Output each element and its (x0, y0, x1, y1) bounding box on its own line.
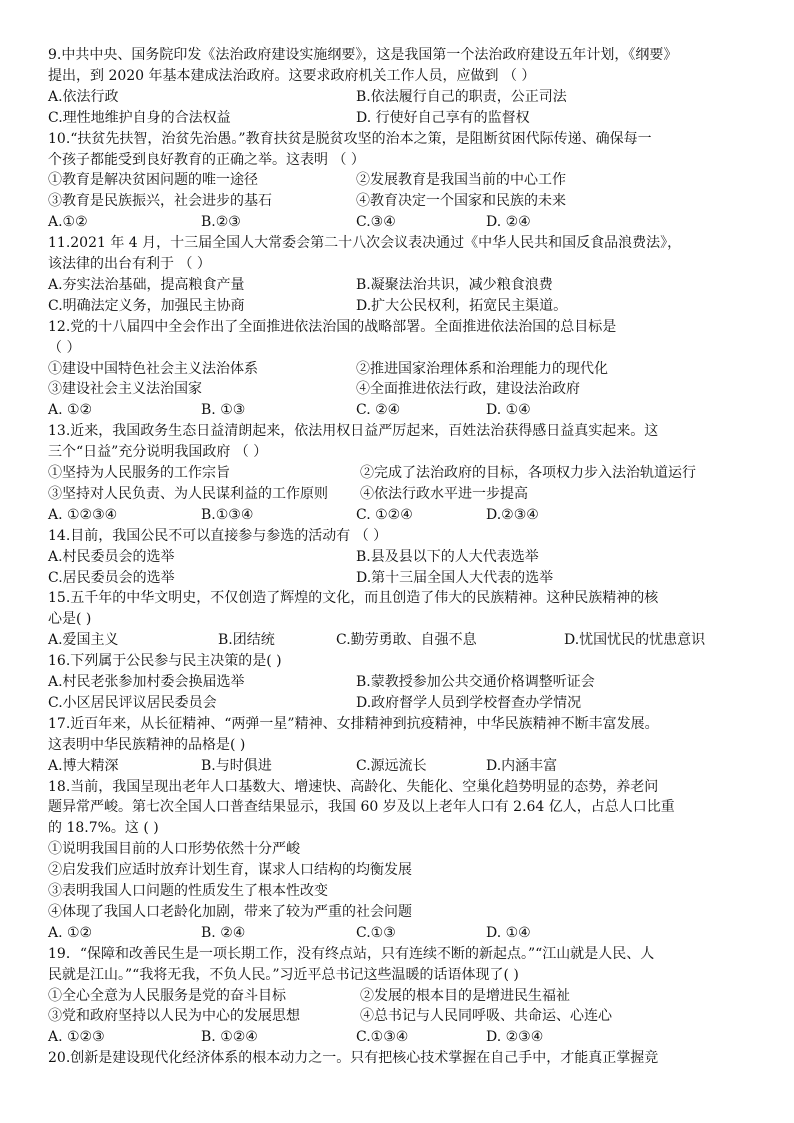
answer-option: B.依法履行自己的职责，公正司法 (356, 88, 567, 105)
question-stem-line: 心是( ) (48, 611, 92, 628)
question-stem-line: 9.中共中央、国务院印发《法治政府建设实施纲要》，这是我国第一个法治政府建设五年计划，《纲要》 (48, 47, 678, 63)
answer-option: C.③④ (356, 214, 396, 231)
question-stem-line: 11.2021 年 4 月，十三届全国人大常委会第二十八次会议表决通过《中华人民共和国反食品浪费法》， (48, 235, 682, 252)
question-stem-line: 15.五千年的中华文明史，不仅创造了辉煌的文化，而且创造了伟大的民族精神。这种民族精神的核 (48, 590, 659, 607)
answer-option: C.①③④ (356, 1029, 409, 1046)
answer-option: ①建设中国特色社会主义法治体系 (48, 360, 258, 377)
answer-option: D. ①④ (486, 402, 531, 419)
answer-option: ③建设社会主义法治国家 (48, 381, 202, 398)
answer-option: D. ②④ (486, 214, 531, 231)
answer-option: ④体现了我国人口老龄化加剧，带来了较为严重的社会问题 (48, 903, 412, 920)
answer-option: C.居民委员会的选举 (48, 569, 175, 586)
answer-option: D. 行使好自己享有的监督权 (356, 109, 530, 126)
question-stem-line: 题异常严峻。第七次全国人口普查结果显示，我国 60 岁及以上老年人口有 2.64 亿人，占总人口比重 (48, 799, 675, 816)
answer-option: A.依法行政 (48, 88, 119, 105)
answer-option: ③党和政府坚持以人民为中心的发展思想 (48, 1008, 300, 1025)
answer-option: D.政府督学人员到学校督查办学情况 (356, 694, 582, 711)
question-stem-line: 的 18.7%。这 ( ) (48, 820, 159, 837)
answer-option: C.明确法定义务，加强民主协商 (48, 297, 245, 314)
question-stem-line: 18.当前，我国呈现出老年人口基数大、增速快、高龄化、失能化、空巢化趋势明显的态势，养老问 (48, 778, 659, 795)
answer-option: ③教育是民族振兴，社会进步的基石 (48, 193, 272, 210)
answer-option: ②启发我们应适时放弃计划生育，谋求人口结构的均衡发展 (48, 862, 412, 879)
answer-option: C.勤劳勇敢、自强不息 (336, 632, 477, 649)
answer-option: B. ②④ (201, 924, 246, 941)
question-stem-line: 这表明中华民族精神的品格是( ) (48, 736, 246, 753)
answer-option: ①教育是解决贫困问题的唯一途径 (48, 172, 258, 189)
answer-option: A. ①② (48, 402, 93, 419)
answer-option: D.②③④ (486, 506, 539, 523)
answer-option: ③坚持对人民负责、为人民谋利益的工作原则 (48, 485, 328, 502)
question-stem-line: 19．“保障和改善民生是一项长期工作，没有终点站，只有连续不断的新起点。”“江山就是人民、人 (48, 945, 655, 962)
question-stem-line: 三个“日益”充分说明我国政府 （ ） (48, 444, 268, 461)
answer-option: D. ①④ (486, 924, 531, 941)
answer-option: B.②③ (201, 214, 241, 231)
answer-option: ②发展教育是我国当前的中心工作 (356, 172, 566, 189)
answer-option: C.源远流长 (356, 757, 427, 774)
answer-option: ②发展的根本目的是增进民生福祉 (360, 987, 570, 1004)
answer-option: B.团结统 (218, 632, 275, 649)
answer-option: A. ①② (48, 924, 93, 941)
answer-option: C. ①②④ (356, 506, 413, 523)
question-stem-line: 提出，到 2020 年基本建成法治政府。这要求政府机关工作人员，应做到 （ ） (48, 67, 536, 84)
question-stem-line: 12.党的十八届四中全会作出了全面推进依法治国的战略部署。全面推进依法治国的总目标是 (48, 318, 617, 335)
question-stem-line: 个孩子都能受到良好教育的正确之举。这表明 （ ） (48, 151, 365, 168)
question-stem-line: 14.目前，我国公民不可以直接参与参选的活动有 （ ） (48, 527, 388, 544)
answer-option: ①全心全意为人民服务是党的奋斗目标 (48, 987, 286, 1004)
question-stem-line: 17.近百年来，从长征精神、“两弹一星”精神、女排精神到抗疫精神，中华民族精神不断丰富发展。 (48, 715, 659, 732)
answer-option: C. ②④ (356, 402, 401, 419)
answer-option: C.小区居民评议居民委员会 (48, 694, 217, 711)
question-stem-line: 20.创新是建设现代化经济体系的根本动力之一。只有把核心技术掌握在自己手中，才能真正掌握竞 (48, 1050, 659, 1067)
answer-option: A.爱国主义 (48, 632, 119, 649)
answer-option: A.①② (48, 214, 88, 231)
answer-option: A.博大精深 (48, 757, 119, 774)
question-stem-line: 10.“扶贫先扶智，治贫先治愚。”教育扶贫是脱贫攻坚的治本之策，是阻断贫困代际传递、确保每一 (48, 130, 652, 147)
answer-option: B.凝聚法治共识，减少粮食浪费 (356, 276, 553, 293)
answer-option: A.村民老张参加村委会换届选举 (48, 674, 245, 690)
answer-option: B.与时俱进 (201, 757, 272, 774)
answer-option: ③表明我国人口问题的性质发生了根本性改变 (48, 883, 328, 899)
answer-option: D.忧国忧民的忧患意识 (564, 632, 706, 649)
answer-option: D.第十三届全国人大代表的选举 (356, 569, 554, 586)
question-stem-line: 该法律的出台有利于 （ ） (48, 256, 211, 272)
answer-option: D.内涵丰富 (486, 757, 558, 774)
answer-option: A. ①②③ (48, 1029, 105, 1046)
answer-option: D. ②③④ (486, 1029, 544, 1046)
question-stem-line: 16.下列属于公民参与民主决策的是( ) (48, 653, 282, 670)
answer-option: B.①③④ (201, 506, 254, 523)
answer-option: D.扩大公民权利，拓宽民主渠道。 (356, 297, 568, 314)
answer-option: C.理性地维护自身的合法权益 (48, 109, 231, 126)
answer-option: B. ①②④ (201, 1029, 258, 1046)
answer-option: A.夯实法治基础，提高粮食产量 (48, 276, 245, 293)
answer-option: C.①③ (356, 924, 396, 941)
answer-option: B. ①③ (201, 402, 246, 419)
question-stem-line: 13.近来，我国政务生态日益清朗起来，依法用权日益严厉起来，百姓法治获得感日益真实起来。这 (48, 423, 659, 440)
answer-option: B.县及县以下的人大代表选举 (356, 548, 539, 565)
answer-option: ②推进国家治理体系和治理能力的现代化 (356, 360, 608, 377)
answer-option: B.蒙教授参加公共交通价格调整听证会 (356, 674, 595, 690)
answer-option: ①说明我国目前的人口形势依然十分严峻 (48, 841, 300, 858)
answer-option: ④全面推进依法行政，建设法治政府 (356, 381, 580, 398)
answer-option: ④教育决定一个国家和民族的未来 (356, 193, 566, 210)
answer-option: A. ①②③④ (48, 506, 118, 523)
question-stem-line: （ ） (48, 339, 81, 356)
answer-option: ②完成了法治政府的目标，各项权力步入法治轨道运行 (360, 465, 696, 481)
question-stem-line: 民就是江山。”“我将无我，不负人民。”习近平总书记这些温暖的话语体现了( ) (48, 966, 519, 983)
answer-option: A.村民委员会的选举 (48, 548, 175, 565)
answer-option: ④依法行政水平进一步提高 (360, 485, 528, 502)
answer-option: ①坚持为人民服务的工作宗旨 (48, 465, 230, 481)
answer-option: ④总书记与人民同呼吸、共命运、心连心 (360, 1008, 612, 1025)
